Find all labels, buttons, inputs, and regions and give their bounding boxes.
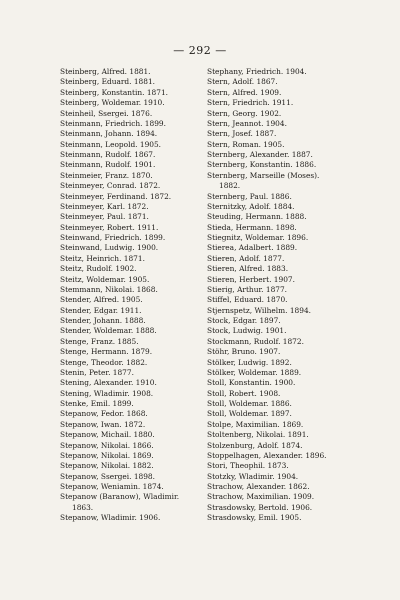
list-entry (60, 420, 208, 430)
right-column (207, 67, 355, 524)
entry-text: Stender, Edgar. 1911. (60, 305, 142, 315)
entry-text: Stern, Josef. 1887. (207, 129, 277, 139)
entry-text: Stenge, Franz. 1885. (60, 336, 139, 346)
list-entry (60, 513, 208, 523)
list-entry (60, 326, 208, 336)
entry-text: Stening, Wladimir. 1908. (60, 388, 154, 398)
list-entry (207, 347, 355, 357)
entry-text: Stoll, Woldemar. 1886. (207, 399, 292, 408)
entry-text: Stepanow, Nikolai. 1882. (60, 461, 154, 471)
entry-text: Stock, Ludwig. 1901. (207, 326, 287, 336)
entry-text: Steinberg, Eduard. 1881. (60, 77, 156, 87)
list-entry (207, 171, 355, 192)
list-entry (60, 316, 208, 326)
list-entry (207, 378, 355, 388)
entry-text: Steinberg, Woldemar. 1910. (60, 98, 165, 108)
entry-text: Stephany, Friedrich. 1904. (207, 67, 307, 76)
entry-text: Stori, Theophil. 1873. (207, 461, 289, 471)
page-number: — 292 — (173, 44, 227, 57)
entry-text: Stoll, Robert. 1908. (207, 388, 281, 398)
list-entry (207, 212, 355, 222)
list-entry (60, 140, 208, 150)
list-entry (207, 192, 355, 202)
list-entry (207, 275, 355, 285)
entry-text: Stenin, Peter. 1877. (60, 367, 134, 377)
list-entry (60, 233, 208, 243)
list-entry (60, 347, 208, 357)
list-entry (207, 140, 355, 150)
list-entry (207, 88, 355, 98)
entry-text: Stening, Alexander. 1910. (60, 378, 157, 388)
list-entry (207, 150, 355, 160)
entry-text: Steinheil, Ssergei. 1876. (60, 108, 153, 118)
entry-text: Stolpe, Maximilian. 1869. (207, 419, 304, 429)
list-entry (207, 202, 355, 212)
entry-text: Steinwand, Friedrich. 1899. (60, 233, 166, 242)
list-entry (207, 337, 355, 347)
list-entry (60, 409, 208, 419)
entry-text: Sternberg, Marseille (Moses). (207, 170, 320, 180)
list-entry (207, 451, 355, 461)
entry-text: Sternberg, Konstantin. 1886. (207, 160, 317, 170)
entry-text: Stepanow, Fedor. 1868. (60, 409, 148, 419)
entry-text: Steitz, Heinrich. 1871. (60, 253, 145, 263)
entry-text: Stiegnitz, Woldemar. 1896. (207, 233, 309, 242)
list-entry (60, 119, 208, 129)
list-entry (60, 67, 208, 77)
entry-text: Stieren, Adolf. 1877. (207, 253, 285, 263)
list-entry (60, 358, 208, 368)
entry-text: Steinmeier, Franz. 1870. (60, 170, 153, 180)
list-entry (60, 98, 208, 108)
entry-text: Stenke, Emil. 1899. (60, 399, 134, 408)
list-entry (207, 368, 355, 378)
list-entry (60, 243, 208, 253)
entry-text: Stender, Johann. 1888. (60, 316, 146, 325)
list-entry (207, 264, 355, 274)
list-entry (207, 77, 355, 87)
entry-text: Stölker, Ludwig. 1892. (207, 357, 292, 367)
list-entry (60, 441, 208, 451)
list-entry (207, 295, 355, 305)
entry-text: Stierea, Adalbert. 1889. (207, 243, 298, 253)
entry-text: Stieren, Herbert. 1907. (207, 274, 295, 284)
list-entry (207, 98, 355, 108)
entry-text: Steinmann, Leopold. 1905. (60, 139, 162, 149)
entry-text: Stoll, Konstantin. 1900. (207, 378, 296, 388)
list-entry (60, 472, 208, 482)
list-entry (60, 306, 208, 316)
list-entry (60, 275, 208, 285)
entry-text: Stepanow, Ssergei. 1898. (60, 471, 155, 481)
entry-text: Stern, Alfred. 1909. (207, 87, 282, 97)
entry-text: Sternberg, Paul. 1886. (207, 191, 292, 201)
entry-text: Steinmann, Rudolf. 1901. (60, 160, 156, 170)
list-entry (60, 129, 208, 139)
list-entry (60, 171, 208, 181)
entry-text: Steinmeyer, Ferdinand. 1872. (60, 191, 172, 201)
list-entry (207, 472, 355, 482)
entry-text: Stenge, Theodor. 1882. (60, 357, 148, 367)
list-entry (60, 492, 208, 513)
entry-text: Stölker, Woldemar. 1889. (207, 367, 302, 377)
list-entry (207, 389, 355, 399)
list-entry (60, 368, 208, 378)
entry-text: Steinmeyer, Karl. 1872. (60, 201, 149, 211)
list-entry (207, 503, 355, 513)
list-entry (207, 409, 355, 419)
list-entry (60, 202, 208, 212)
list-entry (207, 441, 355, 451)
entry-text: Sternberg, Alexander. 1887. (207, 150, 313, 159)
entry-text: Stoltenberg, Nikolai. 1891. (207, 430, 309, 440)
entry-text: Stolzenburg, Adolf. 1874. (207, 440, 303, 450)
entry-text: Stern, Friedrich. 1911. (207, 98, 294, 108)
entry-text: Stockmann, Rudolf. 1872. (207, 336, 304, 346)
list-entry (207, 119, 355, 129)
entry-text: Stern, Jeannot. 1904. (207, 118, 287, 128)
entry-text: Stiffel, Eduard. 1870. (207, 295, 288, 305)
list-entry (207, 430, 355, 440)
list-entry (60, 150, 208, 160)
entry-text: Stern, Georg. 1902. (207, 108, 282, 118)
entry-text: Steinberg, Konstantin. 1871. (60, 87, 169, 97)
entry-text: Steinmeyer, Robert. 1911. (60, 222, 159, 232)
list-entry (60, 482, 208, 492)
list-entry (60, 461, 208, 471)
entry-text: Steuding, Hermann. 1888. (207, 212, 307, 222)
list-entry (207, 492, 355, 502)
entry-text: Steinmann, Friedrich. 1899. (60, 118, 166, 128)
list-entry (60, 337, 208, 347)
entry-text: Stöhr, Bruno. 1907. (207, 347, 281, 357)
entry-text: Steinmeyer, Conrad. 1872. (60, 181, 161, 191)
entry-text: Stock, Edgar. 1897. (207, 316, 281, 325)
entry-text: Stepanow, Nikolai. 1866. (60, 440, 154, 450)
entry-text: Strasdowsky, Emil. 1905. (207, 513, 302, 523)
list-entry (207, 109, 355, 119)
list-entry (207, 254, 355, 264)
list-entry (207, 129, 355, 139)
entry-text: Stepanow, Iwan. 1872. (60, 419, 146, 429)
list-entry (207, 461, 355, 471)
entry-text: Stepanow, Nikolai. 1869. (60, 450, 154, 460)
list-entry (60, 295, 208, 305)
list-entry (207, 399, 355, 409)
list-entry (207, 223, 355, 233)
list-entry (207, 316, 355, 326)
entry-text: Stenge, Hermann. 1879. (60, 347, 153, 357)
entry-text: Steitz, Woldemar. 1905. (60, 274, 150, 284)
entry-text: Steinmann, Johann. 1894. (60, 129, 158, 139)
list-entry (60, 254, 208, 264)
entry-text: Stjernspetz, Wilhelm. 1894. (207, 305, 312, 315)
entry-text: Stepanow, Weniamin. 1874. (60, 482, 164, 491)
entry-text: Stender, Alfred. 1905. (60, 295, 143, 305)
list-entry (60, 88, 208, 98)
list-entry (60, 77, 208, 87)
list-entry (207, 243, 355, 253)
entry-text: Strachow, Maximilian. 1909. (207, 492, 315, 502)
entry-text: Stender, Woldemar. 1888. (60, 326, 157, 336)
list-entry (60, 430, 208, 440)
entry-text: Steinmeyer, Paul. 1871. (60, 212, 149, 222)
entry-text: Stern, Roman. 1905. (207, 139, 285, 149)
entry-text: Stoll, Woldemar. 1897. (207, 409, 292, 419)
list-entry (60, 264, 208, 274)
list-entry (207, 420, 355, 430)
entry-text: Stieren, Alfred. 1883. (207, 264, 289, 274)
list-entry (207, 233, 355, 243)
list-entry (207, 482, 355, 492)
list-entry (60, 285, 208, 295)
list-entry (207, 160, 355, 170)
list-entry (60, 378, 208, 388)
entry-text: Stierig, Arthur. 1877. (207, 284, 288, 294)
list-entry (60, 160, 208, 170)
entry-text: Stotzky, Wladimir. 1904. (207, 471, 299, 481)
list-entry (60, 109, 208, 119)
list-entry (207, 513, 355, 523)
list-entry (60, 192, 208, 202)
list-entry (207, 326, 355, 336)
entry-text: Stemmann, Nikolai. 1868. (60, 284, 158, 294)
entry-text: Strasdowsky, Bertold. 1906. (207, 502, 313, 512)
entry-text: Stieda, Hermann. 1898. (207, 222, 297, 232)
entry-text: Steinmann, Rudolf. 1867. (60, 150, 156, 159)
entry-continuation: 1882. (219, 181, 241, 191)
list-entry (60, 223, 208, 233)
list-entry (207, 67, 355, 77)
left-column (60, 67, 208, 524)
entry-continuation: 1863. (72, 502, 94, 512)
entry-text: Strachow, Alexander. 1862. (207, 482, 310, 491)
entry-text: Steinwand, Ludwig. 1900. (60, 243, 159, 253)
list-entry (60, 399, 208, 409)
list-entry (207, 358, 355, 368)
entry-text: Stern, Adolf. 1867. (207, 77, 278, 87)
list-entry (60, 181, 208, 191)
list-entry (60, 389, 208, 399)
entry-text: Stepanow, Michail. 1880. (60, 430, 155, 440)
entry-text: Stoppelhagen, Alexander. 1896. (207, 450, 327, 460)
list-entry (207, 285, 355, 295)
list-entry (60, 451, 208, 461)
entry-text: Stepanow (Baranow), Wladimir. (60, 492, 180, 502)
entry-text: Steitz, Rudolf. 1902. (60, 264, 137, 274)
entry-text: Sternitzky, Adolf. 1884. (207, 201, 295, 211)
entry-text: Steinberg, Alfred. 1881. (60, 67, 151, 76)
list-entry (60, 212, 208, 222)
list-entry (207, 306, 355, 316)
entry-text: Stepanow, Wladimir. 1906. (60, 513, 161, 523)
